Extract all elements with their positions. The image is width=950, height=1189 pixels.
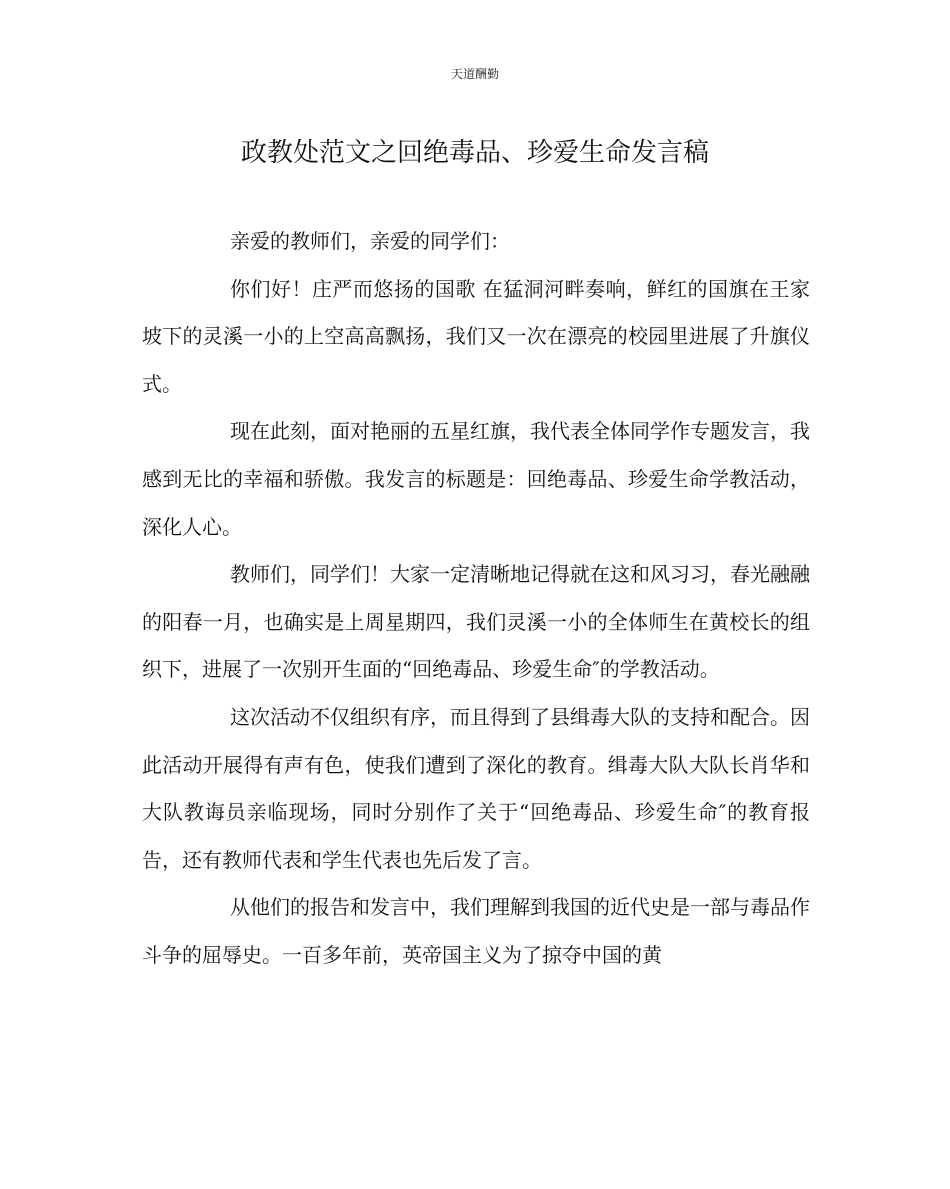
paragraph-greeting: 亲爱的教师们，亲爱的同学们： xyxy=(230,229,510,253)
document-body xyxy=(142,218,810,980)
page-header: 天道酬勤 xyxy=(450,67,499,81)
paragraph-4: 这次活动不仅组织有序，而且得到了县缉毒大队的支持和配合。因此活动开展得有声有色，使我们遭到了深化的教育。缉毒大队大队长肖华和大队教诲员亲临现场，同时分别作了关于“回绝毒品、珍爱生命″的教育报告，还有教师代表和学生代表也先后发了言。 xyxy=(142,704,810,872)
paragraph-5: 从他们的报告和发言中，我们理解到我国的近代史是一部与毒品作斗争的屈辱史。一百多年前，英帝国主义为了掠夺中国的黄 xyxy=(142,895,810,967)
paragraph-3: 教师们，同学们！大家一定清晰地记得就在这和风习习，春光融融的阳春一月，也确实是上周星期四，我们灵溪一小的全体师生在黄校长的组织下，进展了一次别开生面的“回绝毒品、珍爱生命″的学教活动。 xyxy=(142,562,810,682)
document-title: 政教处范文之回绝毒品、珍爱生命发言稿 xyxy=(240,138,709,168)
paragraph-1: 你们好！庄严而悠扬的国歌 在猛洞河畔奏响，鲜红的国旗在王家坡下的灵溪一小的上空高高飘扬，我们又一次在漂亮的校园里进展了升旗仪式。 xyxy=(142,276,810,396)
paragraph-2: 现在此刻，面对艳丽的五星红旗，我代表全体同学作专题发言，我感到无比的幸福和骄傲。我发言的标题是：回绝毒品、珍爱生命学教活动，深化人心。 xyxy=(142,419,810,539)
